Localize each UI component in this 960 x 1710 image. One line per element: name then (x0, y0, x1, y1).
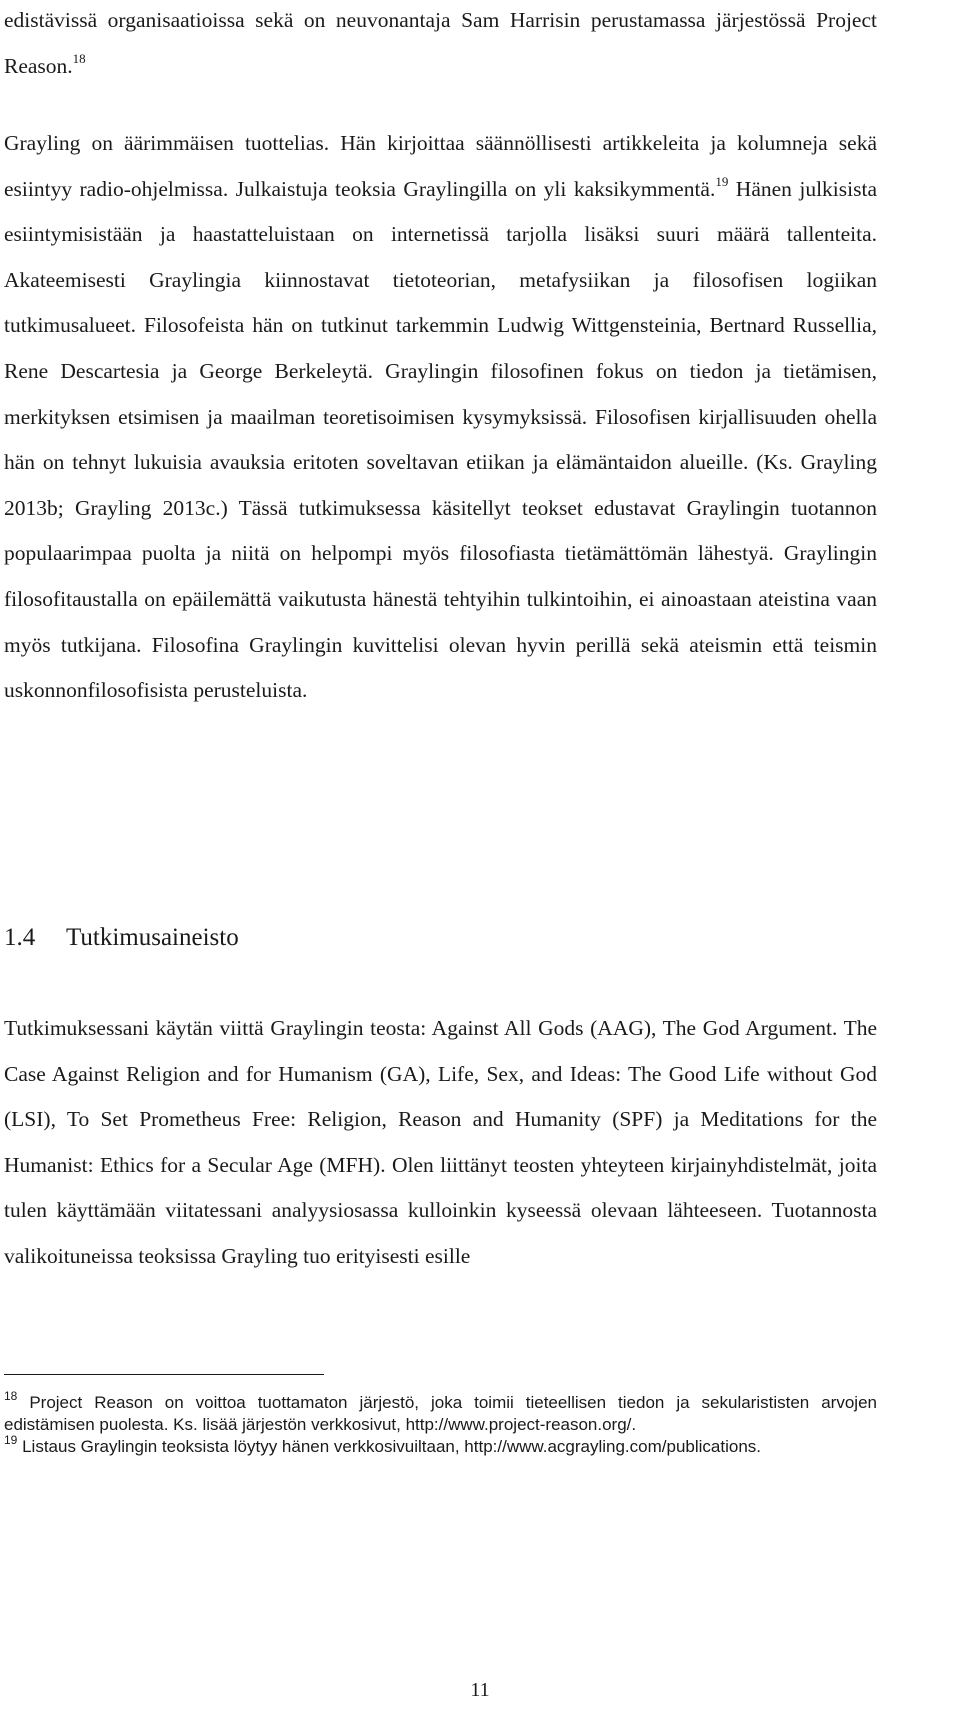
footnote-text: Listaus Graylingin teoksista löytyy hänen verkkosivuiltaan, http://www.acgrayling.com/publications. (17, 1437, 761, 1456)
footnote-text: Project Reason on voittoa tuottamaton järjestö, joka toimii tieteellisen tiedon ja sekularististen arvojen edistämisen puolesta. Ks. lisää järjestön verkkosivut, http://www.project-reason.org/. (4, 1393, 877, 1434)
footnote-18 (4, 1389, 877, 1436)
paragraph-organizations (4, 0, 877, 89)
paragraph-text: Tutkimuksessani käytän viittä Graylingin teosta: Against All Gods (AAG), The God Argument. The Case Against Religion and for Humanism (GA), Life, Sex, and Ideas: The Good Life without God (LSI), To Set Prometheus Free: Religion, Reason and Humanity (SPF) ja Meditations for the Humanist: Ethics for a Secular Age (MFH). Olen liittänyt teosten yhteyteen kirjainyhdistelmät, joita tulen käyttämään viitatessani analyysiosassa kulloinkin kyseessä olevaan lähteeseen. Tuotannosta valikoituneissa teoksissa Grayling tuo erityisesti esille (4, 1016, 877, 1268)
footnote-19 (4, 1433, 877, 1458)
paragraph-text-continued: Hänen julkisista esiintymisistään ja haastatteluistaan on internetissä tarjolla lisäksi suuri määrä tallenteita. Akateemisesti Graylingia kiinnostavat tietoteorian, metafysiikan ja filosofisen logiikan tutkimusalueet. Filosofeista hän on tutkinut tarkemmin Ludwig Wittgensteinia, Bertnard Russellia, Rene Descartesia ja George Berkeleytä. Graylingin filosofinen fokus on tiedon ja tietämisen, merkityksen etsimisen ja maailman teoretisoimisen kysymyksissä. Filosofisen kirjallisuuden ohella hän on tehnyt lukuisia avauksia eritoten soveltavan etiikan ja elämäntaidon alueille. (Ks. Grayling 2013b; Grayling 2013c.) Tässä tutkimuksessa käsitellyt teokset edustavat Graylingin tuotannon populaarimpaa puolta ja niitä on helpompi myös filosofiasta tietämättömän lähestyä. Graylingin filosofitaustalla on epäilemättä vaikutusta hänestä tehtyihin tulkintoihin, ei ainoastaan ateistina vaan myös tutkijana. Filosofina Graylingin kuvittelisi olevan hyvin perillä sekä ateismin että teismin uskonnonfilosofisista perusteluista. (4, 176, 877, 703)
paragraph-text: edistävissä organisaatioissa sekä on neuvonantaja Sam Harrisin perustamassa järjestössä Project Reason. (4, 8, 877, 78)
page-number: 11 (470, 1679, 490, 1701)
footnote-reference-19[interactable]: 19 (715, 174, 729, 190)
footnote-reference-18[interactable]: 18 (72, 51, 86, 67)
paragraph-text: Grayling on äärimmäisen tuottelias. Hän kirjoittaa säännöllisesti artikkeleita ja kolumneja sekä esiintyy radio-ohjelmissa. Julkaistuja teoksia Graylingilla on yli kaksikymmentä. (4, 131, 877, 201)
footnote-separator (4, 1374, 324, 1375)
footnotes (4, 1389, 877, 1458)
footnote-marker: 19 (4, 1433, 18, 1448)
section-title: Tutkimusaineisto (66, 924, 239, 951)
paragraph-research-material (4, 1006, 877, 1280)
paragraph-grayling-productivity (4, 121, 877, 714)
section-heading (4, 918, 239, 958)
footnote-marker: 18 (4, 1389, 18, 1404)
section-number: 1.4 (4, 924, 36, 951)
